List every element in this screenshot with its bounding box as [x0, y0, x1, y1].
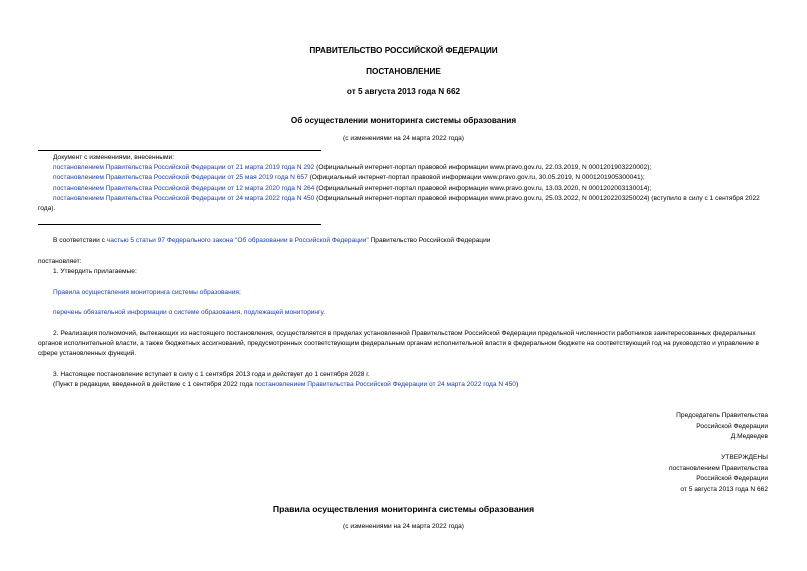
point-1-item-rules	[38, 288, 773, 298]
info-list-link[interactable]: перечень обязательной информации о системе образования, подлежащей мониторингу.	[53, 309, 325, 316]
change-item	[38, 173, 773, 183]
change-text-1: (Официальный интернет-портал правовой информации www.pravo.gov.ru, 22.03.2019, N 0001201903220002);	[314, 164, 652, 172]
doc-date-number: от 5 августа 2013 года N 662	[346, 87, 461, 96]
point-3-note-post: )	[515, 381, 519, 388]
preamble-law-link[interactable]: частью 5 статьи 97 Федерального закона "Об образовании в Российской Федерации"	[106, 237, 369, 244]
point-3-note-link[interactable]: постановлением Правительства Российской Федерации от 24 марта 2022 года N 450	[254, 381, 516, 388]
rules-title: Правила осуществления мониторинга системы образования	[272, 504, 535, 514]
signature-line-2: Российской Федерации	[696, 422, 768, 430]
rules-amended-note: (с изменениями на 24 марта 2022 года)	[343, 523, 464, 530]
point-1-item-list	[38, 308, 773, 318]
divider-bottom	[38, 224, 321, 225]
change-text-2: (Официальный интернет-портал правовой информации www.pravo.gov.ru, 30.05.2019, N 0001201905300041);	[307, 174, 645, 182]
signature-line-1: Председатель Правительства	[676, 412, 768, 419]
point-1: 1. Утвердить прилагаемые:	[53, 268, 137, 275]
change-text-3: (Официальный интернет-портал правовой информации www.pravo.gov.ru, 13.03.2020, N 0001202003130014);	[314, 184, 652, 192]
preamble-text-pre: В соответствии с	[53, 237, 107, 244]
change-text-4: (Официальный интернет-портал правовой информации www.pravo.gov.ru, 25.03.2022, N 0001202203250024) (вступило в силу с 1 сентября 2022 года).	[38, 194, 760, 213]
change-link-1[interactable]: постановлением Правительства Российской Федерации от 21 марта 2019 года N 292	[53, 164, 315, 172]
approved-line-2: постановлением Правительства	[668, 464, 768, 472]
preamble	[38, 236, 773, 246]
point-3-note-pre: (Пункт в редакции, введенной в действие с 1 сентября 2022 года	[53, 381, 255, 388]
doc-title: Об осуществлении мониторинга системы образования	[290, 116, 517, 125]
change-item	[38, 163, 773, 173]
change-item	[38, 184, 773, 194]
change-link-2[interactable]: постановлением Правительства Российской Федерации от 25 мая 2019 года N 657	[53, 174, 308, 182]
point-3-note	[38, 380, 773, 390]
changes-block	[38, 153, 773, 215]
approved-line-4: от 5 августа 2013 года N 662	[680, 485, 768, 493]
decides-text: постановляет:	[38, 258, 82, 265]
change-link-4[interactable]: постановлением Правительства Российской Федерации от 24 марта 2022 года N 450	[53, 194, 315, 202]
signature-block	[676, 411, 768, 443]
doc-type-heading: ПОСТАНОВЛЕНИЕ	[366, 67, 441, 76]
rules-link[interactable]: Правила осуществления мониторинга системы образования;	[53, 289, 241, 296]
change-link-3[interactable]: постановлением Правительства Российской Федерации от 12 марта 2020 года N 264	[53, 184, 315, 192]
government-heading: ПРАВИТЕЛЬСТВО РОССИЙСКОЙ ФЕДЕРАЦИИ	[309, 46, 498, 55]
point-2: 2. Реализация полномочий, вытекающих из настоящего постановления, осуществляется в пределах установленной Правительством Российской Федерации предельной численности работников заинтересованных федеральных органов исполнительной власти, а также бюджетных ассигнований, предусмотренных соответствующим федеральным органам исполнительной власти в федеральном бюджете на соответствующий год на руководство и управление в сфере установленных функций.	[38, 330, 759, 358]
doc-amended-note: (с изменениями на 24 марта 2022 года)	[343, 135, 464, 142]
approved-line-1: УТВЕРЖДЕНЫ	[721, 454, 768, 461]
change-item	[38, 194, 773, 215]
divider-top	[38, 150, 321, 151]
point-3: 3. Настоящее постановление вступает в силу с 1 сентября 2013 года и действует до 1 сентября 2028 г.	[53, 371, 370, 378]
approved-line-3: Российской Федерации	[696, 475, 768, 483]
preamble-text-post: Правительство Российской Федерации	[368, 237, 491, 244]
approved-block	[669, 453, 768, 495]
changes-intro: Документ с изменениями, внесенными:	[53, 154, 175, 161]
signature-line-3: Д.Медведев	[730, 433, 768, 441]
